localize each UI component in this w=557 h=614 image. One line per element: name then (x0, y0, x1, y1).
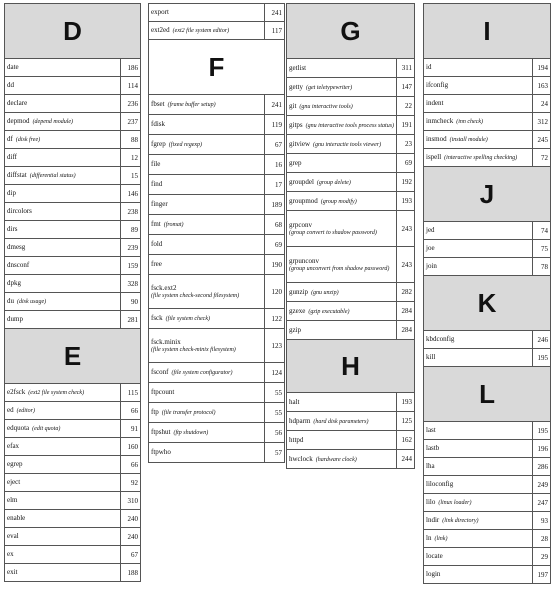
table-row (424, 349, 551, 367)
command-description: (file system check-second filesystem) (151, 292, 240, 299)
table-row (5, 528, 141, 546)
page-number: 55 (265, 403, 285, 423)
page-number: 23 (397, 135, 415, 154)
command-name: diff (7, 153, 17, 161)
command-description: (group convert to shadow password) (289, 229, 377, 236)
table-row (149, 383, 285, 403)
page-number: 286 (533, 458, 551, 476)
page-number: 243 (397, 247, 415, 283)
command-name: kill (426, 353, 436, 361)
table-row (287, 154, 415, 173)
page-number: 115 (121, 384, 141, 402)
page-number: 186 (121, 59, 141, 77)
page-number: 195 (533, 422, 551, 440)
section-heading-l: L (424, 367, 551, 422)
table-row (149, 329, 285, 363)
page-number: 125 (397, 412, 415, 431)
command-name: ftpshut (151, 428, 171, 436)
command-name: eject (7, 478, 21, 486)
table-row (5, 149, 141, 167)
command-name: ftpcount (151, 388, 175, 396)
command-name: gzip (289, 325, 302, 334)
table-row (5, 257, 141, 275)
table-row (424, 131, 551, 149)
table-row (424, 331, 551, 349)
page-number: 162 (397, 431, 415, 450)
command-name: groupdel (289, 177, 314, 186)
table-row (424, 548, 551, 566)
table-row (149, 22, 285, 40)
command-description: (file system configurator) (171, 370, 233, 376)
page-number: 68 (265, 215, 285, 235)
section-heading-g: G (287, 4, 415, 59)
command-description: (link directory) (442, 518, 479, 524)
command-name: ftp (151, 408, 159, 416)
command-name: ftpwho (151, 448, 171, 456)
command-description: (frame buffer setup) (167, 102, 216, 108)
page-number: 66 (121, 456, 141, 474)
table-row (149, 135, 285, 155)
page-number: 69 (397, 154, 415, 173)
command-name: dump (7, 315, 23, 323)
page-number: 284 (397, 321, 415, 340)
command-name: dnsconf (7, 261, 30, 269)
page-number: 240 (121, 528, 141, 546)
command-name: dip (7, 189, 16, 197)
table-row (424, 440, 551, 458)
table-row (5, 113, 141, 131)
command-description: (gnu interactie tools viewer) (313, 141, 382, 148)
command-name: login (426, 570, 441, 578)
page-number: 66 (121, 402, 141, 420)
command-name: getlist (289, 63, 307, 72)
table-row (149, 443, 285, 463)
command-description: (file system check) (165, 316, 210, 322)
page-number: 244 (397, 450, 415, 469)
table-row (287, 321, 415, 340)
command-name: fdisk (151, 120, 165, 128)
command-description: (file system check-minix filesystem) (151, 346, 236, 353)
command-name: fmt (151, 220, 161, 228)
page-number: 246 (533, 331, 551, 349)
table-row (287, 412, 415, 431)
page-number: 192 (397, 173, 415, 192)
command-name: ext2ed (151, 26, 170, 34)
command-name: declare (7, 99, 28, 107)
table-row (5, 311, 141, 329)
page-number: 17 (265, 175, 285, 195)
table-row (424, 458, 551, 476)
command-description: (disk usage) (17, 299, 47, 305)
command-name: elm (7, 496, 18, 504)
page-number: 120 (265, 275, 285, 309)
command-name: liloconfig (426, 480, 454, 488)
command-name: grpunconv (289, 256, 319, 265)
table-row (287, 247, 415, 283)
page-number: 56 (265, 423, 285, 443)
command-description: (linux loader) (438, 500, 472, 506)
command-description: (install module) (449, 137, 488, 143)
command-name: hdparm (289, 416, 311, 425)
page-number: 117 (265, 22, 285, 40)
table-row (149, 155, 285, 175)
command-name: joe (426, 244, 435, 252)
command-name: lilo (426, 498, 436, 506)
table-row (5, 131, 141, 149)
page-number: 119 (265, 115, 285, 135)
command-description: (edit quota) (32, 426, 61, 432)
command-description: (interactive spelling checking) (444, 155, 518, 161)
command-name: id (426, 63, 432, 71)
page-number: 57 (265, 443, 285, 463)
table-row (5, 239, 141, 257)
command-description: (group delete) (316, 179, 351, 186)
table-row (149, 363, 285, 383)
command-description: (gnu unzip) (311, 289, 339, 296)
page-number: 189 (265, 195, 285, 215)
command-name: inmcheck (426, 117, 454, 125)
command-name: file (151, 160, 161, 168)
table-row (287, 431, 415, 450)
command-name: find (151, 180, 163, 188)
table-row (424, 113, 551, 131)
command-name: dmesg (7, 243, 26, 251)
command-name: export (151, 8, 169, 16)
command-description: (gnu interactive tools) (299, 103, 353, 110)
command-name: join (426, 262, 437, 270)
command-description: (inn check) (456, 119, 484, 125)
page-number: 163 (533, 77, 551, 95)
table-row (424, 59, 551, 77)
command-description: (ext2 file system check) (28, 390, 85, 396)
command-name: fsck (151, 314, 163, 322)
command-name: ispell (426, 153, 442, 161)
table-row (5, 221, 141, 239)
table-row (287, 211, 415, 247)
command-name: gitview (289, 139, 310, 148)
page-number: 245 (533, 131, 551, 149)
table-row (424, 222, 551, 240)
page-number: 247 (533, 494, 551, 512)
table-row (5, 293, 141, 311)
command-name: httpd (289, 435, 304, 444)
table-row (287, 393, 415, 412)
table-row (287, 97, 415, 116)
command-name: grep (289, 158, 302, 167)
page-number: 122 (265, 309, 285, 329)
page-number: 28 (533, 530, 551, 548)
command-name: getty (289, 82, 303, 91)
command-description: (get teletypewriter) (306, 84, 353, 91)
page-number: 193 (397, 393, 415, 412)
command-name: dirs (7, 225, 18, 233)
command-name: ifconfig (426, 81, 449, 89)
index-column-3 (286, 3, 414, 469)
table-row (287, 302, 415, 321)
command-description: (gnu interactive tools process status) (305, 122, 395, 129)
page-number: 55 (265, 383, 285, 403)
table-row (5, 402, 141, 420)
command-name: fsck.ext2 (151, 283, 177, 292)
page-number: 188 (121, 564, 141, 582)
page-number: 72 (533, 149, 551, 167)
page-number: 15 (121, 167, 141, 185)
command-name: df (7, 135, 13, 143)
command-description: (group unconvert from shadow password) (289, 265, 390, 272)
table-row (149, 215, 285, 235)
table-row (5, 167, 141, 185)
index-table-i (423, 3, 551, 584)
command-name: hwclock (289, 454, 313, 463)
table-row (5, 203, 141, 221)
section-heading-f: F (149, 40, 285, 95)
table-row (287, 135, 415, 154)
table-row (424, 77, 551, 95)
command-name: efax (7, 442, 20, 450)
table-row (287, 59, 415, 78)
command-name: jed (426, 226, 435, 234)
table-row (149, 235, 285, 255)
page-number: 282 (397, 283, 415, 302)
page-number: 194 (533, 59, 551, 77)
page-number: 249 (533, 476, 551, 494)
page-number: 159 (121, 257, 141, 275)
command-name: gitps (289, 120, 303, 129)
page-number: 146 (121, 185, 141, 203)
command-description: (file transfer protocol) (161, 410, 216, 416)
command-name: fbset (151, 100, 165, 108)
page-number: 191 (397, 116, 415, 135)
table-row (287, 450, 415, 469)
table-row (5, 510, 141, 528)
page-number: 93 (533, 512, 551, 530)
table-row (424, 258, 551, 276)
command-description: (hard disk parameters) (313, 418, 369, 425)
page-number: 22 (397, 97, 415, 116)
section-heading-h: H (287, 340, 415, 393)
index-column-1 (4, 3, 140, 582)
command-name: fsconf (151, 368, 169, 376)
table-row (424, 240, 551, 258)
page-number: 310 (121, 492, 141, 510)
table-row (149, 95, 285, 115)
command-name: locate (426, 552, 443, 560)
table-row (287, 78, 415, 97)
page-number: 69 (265, 235, 285, 255)
page-number: 78 (533, 258, 551, 276)
index-table-f (148, 3, 285, 463)
command-name: kbdconfig (426, 335, 455, 343)
table-row (149, 175, 285, 195)
command-name: lastb (426, 444, 440, 452)
command-name: exit (7, 568, 18, 576)
table-row (149, 115, 285, 135)
command-description: (fixed regexp) (168, 142, 203, 148)
page-number: 88 (121, 131, 141, 149)
table-row (5, 492, 141, 510)
page-number: 237 (121, 113, 141, 131)
command-name: lha (426, 462, 435, 470)
page-number: 243 (397, 211, 415, 247)
table-row (5, 185, 141, 203)
table-row (149, 403, 285, 423)
page-number: 123 (265, 329, 285, 363)
command-name: gzexe (289, 306, 306, 315)
page-number: 74 (533, 222, 551, 240)
command-description: (disk free) (15, 137, 41, 143)
page-number: 89 (121, 221, 141, 239)
page-number: 67 (121, 546, 141, 564)
page-number: 29 (533, 548, 551, 566)
page-number: 75 (533, 240, 551, 258)
section-heading-i: I (424, 4, 551, 59)
command-name: egrep (7, 460, 23, 468)
table-row (149, 4, 285, 22)
table-row (149, 423, 285, 443)
table-row (5, 438, 141, 456)
command-description: (fromat) (163, 222, 184, 228)
command-name: fold (151, 240, 163, 248)
command-name: du (7, 297, 14, 305)
command-name: finger (151, 200, 168, 208)
page-number: 241 (265, 4, 285, 22)
page-number: 240 (121, 510, 141, 528)
table-row (5, 384, 141, 402)
page-number: 160 (121, 438, 141, 456)
table-row (287, 192, 415, 211)
page-number: 311 (397, 59, 415, 78)
table-row (149, 255, 285, 275)
page-number: 16 (265, 155, 285, 175)
command-description: (depend module) (32, 119, 74, 125)
command-name: dpkg (7, 279, 21, 287)
command-description: (group modify) (320, 198, 357, 205)
command-name: last (426, 426, 436, 434)
command-name: indent (426, 99, 444, 107)
page-number: 236 (121, 95, 141, 113)
table-row (287, 116, 415, 135)
command-description: (link) (434, 536, 448, 542)
command-name: git (289, 101, 297, 110)
page-number: 147 (397, 78, 415, 97)
page-number: 90 (121, 293, 141, 311)
page-number: 91 (121, 420, 141, 438)
command-name: ex (7, 550, 14, 558)
page-number: 190 (265, 255, 285, 275)
table-row (149, 309, 285, 329)
table-row (424, 95, 551, 113)
index-column-4 (423, 3, 550, 584)
table-row (287, 283, 415, 302)
command-name: insmod (426, 135, 447, 143)
page-number: 92 (121, 474, 141, 492)
page-number: 197 (533, 566, 551, 584)
command-name: fgrep (151, 140, 166, 148)
command-name: free (151, 260, 162, 268)
section-heading-e: E (5, 329, 141, 384)
section-heading-j: J (424, 167, 551, 222)
table-row (5, 474, 141, 492)
page-number: 312 (533, 113, 551, 131)
table-row (5, 564, 141, 582)
table-row (424, 566, 551, 584)
command-description: (ext2 file system editor) (172, 28, 230, 34)
command-description: (editor) (16, 408, 35, 414)
page-number: 114 (121, 77, 141, 95)
command-name: enable (7, 514, 26, 522)
table-row (424, 512, 551, 530)
command-description: (differential status) (29, 173, 76, 179)
page-number: 281 (121, 311, 141, 329)
page-number: 239 (121, 239, 141, 257)
command-name: diffstat (7, 171, 27, 179)
table-row (5, 275, 141, 293)
table-row (5, 546, 141, 564)
page-number: 238 (121, 203, 141, 221)
page-number: 284 (397, 302, 415, 321)
page-number: 328 (121, 275, 141, 293)
command-name: groupmod (289, 196, 318, 205)
table-row (149, 195, 285, 215)
page-number: 196 (533, 440, 551, 458)
table-row (5, 456, 141, 474)
command-name: ed (7, 406, 14, 414)
table-row (424, 476, 551, 494)
command-name: gunzip (289, 287, 309, 296)
command-description: (gzip executable) (308, 308, 350, 315)
page-number: 193 (397, 192, 415, 211)
command-name: dircolors (7, 207, 32, 215)
table-row (149, 275, 285, 309)
command-name: halt (289, 397, 300, 406)
index-table-d (4, 3, 141, 582)
section-heading-d: D (5, 4, 141, 59)
page-number: 124 (265, 363, 285, 383)
command-name: fsck.minix (151, 337, 181, 346)
command-name: eval (7, 532, 19, 540)
command-name: lndir (426, 516, 440, 524)
table-row (424, 422, 551, 440)
command-name: ln (426, 534, 432, 542)
index-table-g (286, 3, 415, 469)
table-row (287, 173, 415, 192)
table-row (5, 77, 141, 95)
table-row (424, 530, 551, 548)
command-name: depmod (7, 117, 30, 125)
command-name: date (7, 63, 19, 71)
command-description: (ftp shutdown) (173, 430, 209, 436)
section-heading-k: K (424, 276, 551, 331)
table-row (5, 420, 141, 438)
command-description: (hardware clock) (315, 456, 357, 463)
table-row (424, 494, 551, 512)
index-column-2 (148, 3, 284, 463)
page-number: 24 (533, 95, 551, 113)
page-number: 241 (265, 95, 285, 115)
table-row (5, 95, 141, 113)
page-number: 67 (265, 135, 285, 155)
command-name: edquota (7, 424, 30, 432)
page-number: 12 (121, 149, 141, 167)
command-name: dd (7, 81, 14, 89)
command-name: e2fsck (7, 388, 26, 396)
command-name: grpconv (289, 220, 312, 229)
table-row (5, 59, 141, 77)
page-number: 195 (533, 349, 551, 367)
table-row (424, 149, 551, 167)
